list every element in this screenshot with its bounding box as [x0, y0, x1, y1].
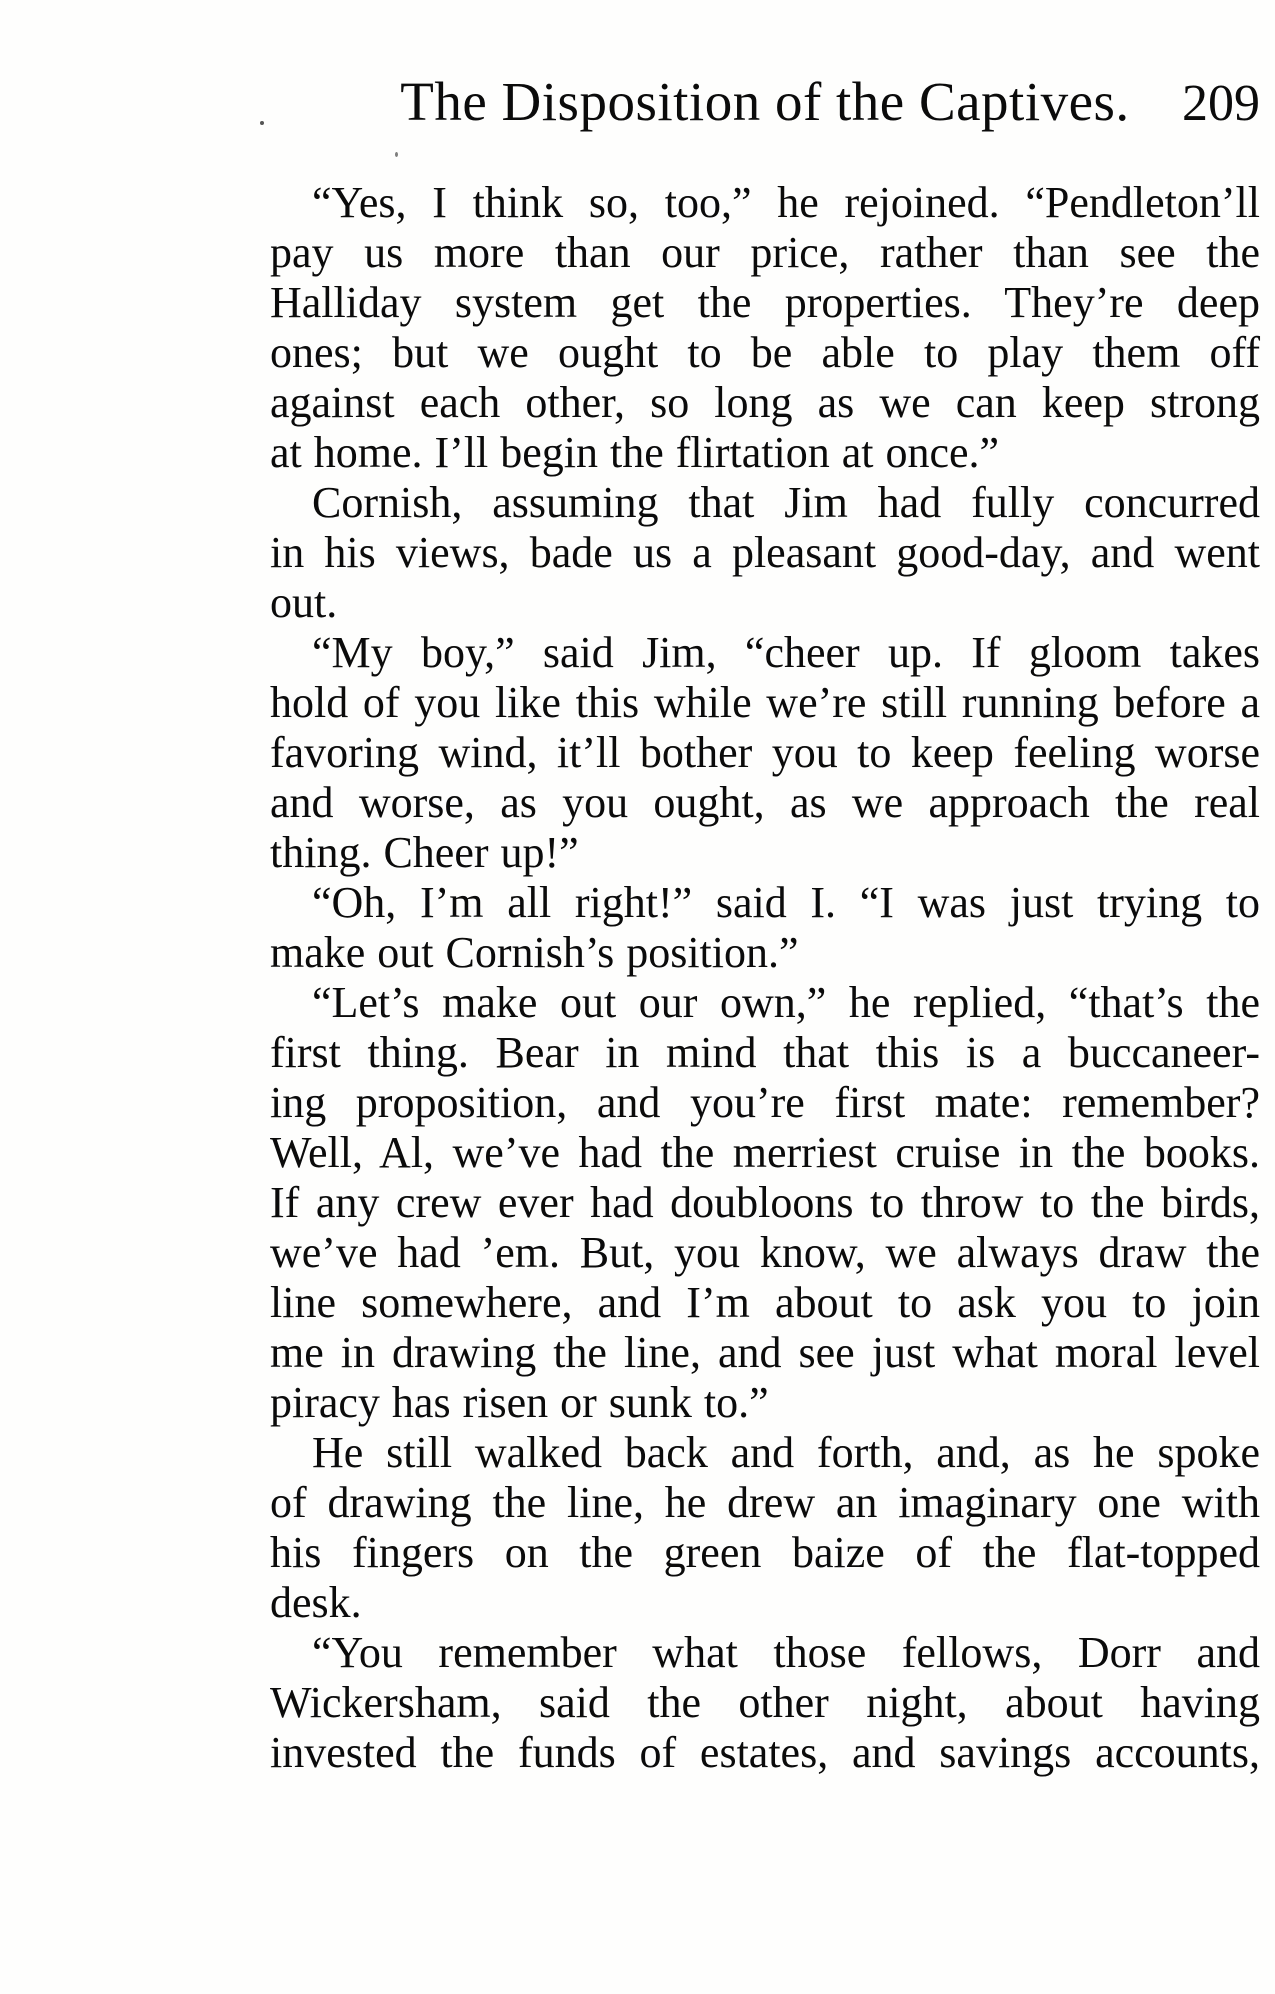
page-body — [270, 178, 1260, 1778]
text-line: hold of you like this while we’re still running before a — [270, 678, 1260, 727]
chapter-title: The Disposition of the Captives. — [400, 71, 1130, 132]
scan-artifact — [395, 152, 398, 157]
text-line: “Yes, I think so, too,” he rejoined. “Pendleton’ll — [312, 178, 1260, 227]
text-line: “Let’s make out our own,” he replied, “that’s the — [312, 978, 1260, 1027]
text-line: of drawing the line, he drew an imaginary one with — [270, 1478, 1260, 1527]
text-line: me in drawing the line, and see just what moral level — [270, 1328, 1260, 1377]
text-line: piracy has risen or sunk to.” — [270, 1378, 769, 1427]
text-line: ones; but we ought to be able to play them off — [270, 328, 1260, 377]
text-line: at home. I’ll begin the flirtation at once.” — [270, 428, 1000, 477]
page-number: 209 — [1182, 75, 1260, 132]
text-line: line somewhere, and I’m about to ask you to join — [270, 1278, 1260, 1327]
text-line: Cornish, assuming that Jim had fully concurred — [312, 478, 1260, 527]
paragraph — [270, 628, 1260, 878]
text-line: invested the funds of estates, and savings accounts, — [270, 1728, 1260, 1777]
text-line: out. — [270, 578, 338, 627]
paragraph — [270, 178, 1260, 478]
text-line: make out Cornish’s position.” — [270, 928, 799, 977]
text-line: Halliday system get the properties. They’re deep — [270, 278, 1260, 327]
text-line: ing proposition, and you’re first mate: remember? — [270, 1078, 1260, 1127]
text-line: If any crew ever had doubloons to throw to the birds, — [270, 1178, 1260, 1227]
text-line: first thing. Bear in mind that this is a buccaneer- — [270, 1028, 1260, 1077]
text-line: “My boy,” said Jim, “cheer up. If gloom takes — [312, 628, 1260, 677]
paragraph — [270, 1628, 1260, 1778]
page-header — [270, 72, 1260, 136]
text-line: we’ve had ’em. But, you know, we always draw the — [270, 1228, 1260, 1277]
text-line: in his views, bade us a pleasant good-day, and went — [270, 528, 1260, 577]
paragraph — [270, 878, 1260, 978]
text-line: against each other, so long as we can keep strong — [270, 378, 1260, 427]
text-line: thing. Cheer up!” — [270, 828, 579, 877]
text-line: pay us more than our price, rather than see the — [270, 228, 1260, 277]
text-line: “Oh, I’m all right!” said I. “I was just trying to — [312, 878, 1260, 927]
text-line: and worse, as you ought, as we approach the real — [270, 778, 1260, 827]
text-line: He still walked back and forth, and, as he spoke — [312, 1428, 1260, 1477]
paragraph — [270, 478, 1260, 628]
text-line: Well, Al, we’ve had the merriest cruise in the books. — [270, 1128, 1260, 1177]
text-line: desk. — [270, 1578, 362, 1627]
text-line: his fingers on the green baize of the flat-topped — [270, 1528, 1260, 1577]
paragraph — [270, 978, 1260, 1428]
text-line: favoring wind, it’ll bother you to keep feeling worse — [270, 728, 1260, 777]
scan-artifact — [260, 121, 264, 125]
paragraph — [270, 1428, 1260, 1628]
text-line: Wickersham, said the other night, about having — [270, 1678, 1260, 1727]
text-line: “You remember what those fellows, Dorr and — [312, 1628, 1260, 1677]
